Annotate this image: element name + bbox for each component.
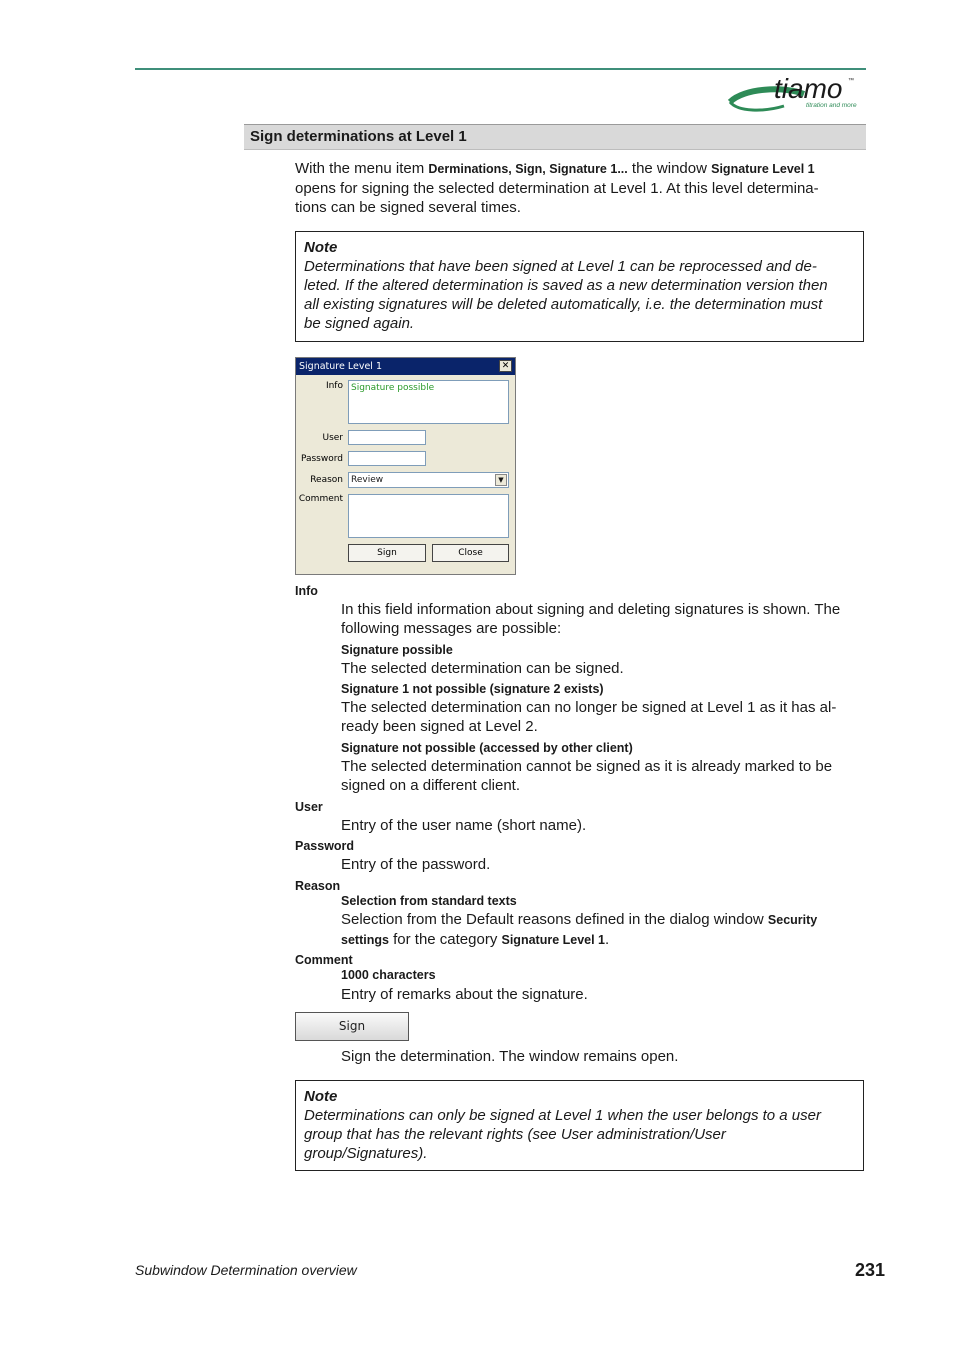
intro-text-1: With the menu item: [295, 160, 429, 177]
message-signature-not-possible: Signature not possible (accessed by other client): [341, 741, 633, 755]
reason-subtitle: Selection from standard texts: [341, 894, 517, 908]
note-box-1: [295, 231, 864, 342]
dialog-titlebar: [296, 358, 515, 375]
note-box-2: [295, 1080, 864, 1171]
comment-subtitle: 1000 characters: [341, 968, 436, 982]
term-info: Info: [295, 584, 318, 598]
sign-button[interactable]: Sign: [295, 1012, 409, 1041]
intro-text-2: the window: [627, 160, 712, 177]
intro-line-3: tions can be signed several times.: [295, 199, 521, 216]
sign-button-description: Sign the determination. The window remains open.: [341, 1048, 679, 1065]
info-description: In this field information about signing and deleting signatures is shown. The following messages are possible:: [341, 601, 841, 637]
note-body: Determinations that have been signed at Level 1 can be reprocessed and de- leted. If the altered determination is saved as a new determination version then all existing signatures will be deleted automatically, i.e. the determination must be signed again.: [304, 258, 828, 332]
password-input[interactable]: [348, 451, 426, 466]
tiamo-logo: [724, 72, 869, 118]
message-signature-1-not-possible: Signature 1 not possible (signature 2 exists): [341, 682, 604, 696]
term-user: User: [295, 800, 323, 814]
message-desc: The selected determination cannot be signed as it is already marked to be signed on a different client.: [341, 758, 833, 794]
reason-value: Review: [351, 475, 384, 485]
message-signature-possible: Signature possible: [341, 643, 453, 657]
logo-text: tiamo: [774, 73, 843, 104]
dialog-title: Signature Level 1: [299, 361, 382, 372]
term-comment: Comment: [295, 953, 353, 967]
user-description: Entry of the user name (short name).: [341, 817, 587, 834]
reason-label: Reason: [310, 475, 343, 485]
user-input[interactable]: [348, 430, 426, 445]
window-name: Signature Level 1: [711, 162, 815, 176]
note-body: Determinations can only be signed at Level 1 when the user belongs to a user group that has the relevant rights (see User administration/User group/Signatures).: [304, 1107, 821, 1162]
section-title: Sign determinations at Level 1: [250, 128, 467, 145]
section-header: [244, 124, 866, 150]
close-icon[interactable]: ✕: [499, 360, 512, 372]
info-value: Signature possible: [351, 383, 435, 393]
reason-description: Selection from the Default reasons defined in the dialog window Security settings for the category Signature Level 1.: [341, 911, 818, 948]
dialog-close-button[interactable]: Close: [432, 544, 509, 562]
comment-textarea[interactable]: [348, 494, 509, 538]
message-desc: The selected determination can be signed.: [341, 660, 624, 677]
logo-tm: ™: [848, 78, 854, 84]
password-description: Entry of the password.: [341, 856, 491, 873]
signature-level-1-dialog: [295, 357, 516, 575]
chevron-down-icon[interactable]: ▼: [495, 474, 507, 486]
info-label: Info: [325, 381, 343, 391]
term-password: Password: [295, 839, 355, 853]
comment-description: Entry of remarks about the signature.: [341, 986, 588, 1003]
password-label: Password: [300, 454, 343, 464]
menu-path: Derminations, Sign, Signature 1...: [428, 162, 628, 176]
dialog-sign-button[interactable]: Sign: [348, 544, 426, 562]
term-reason: Reason: [295, 879, 341, 893]
logo-tagline: titration and more: [806, 102, 857, 109]
note-title: Note: [304, 239, 338, 256]
intro-line-2: opens for signing the selected determination at Level 1. At this level determina-: [295, 180, 819, 197]
footer-chapter: Subwindow Determination overview: [135, 1262, 357, 1278]
message-desc: The selected determination can no longer be signed at Level 1 as it has al- ready been signed at Level 2.: [341, 699, 837, 735]
comment-label: Comment: [298, 494, 343, 504]
reason-select[interactable]: [348, 472, 509, 488]
note-title: Note: [304, 1088, 338, 1105]
info-field: [348, 380, 509, 424]
user-label: User: [322, 433, 343, 443]
page-number: 231: [855, 1260, 886, 1280]
header-rule: [135, 68, 866, 70]
intro-paragraph: [295, 159, 865, 217]
